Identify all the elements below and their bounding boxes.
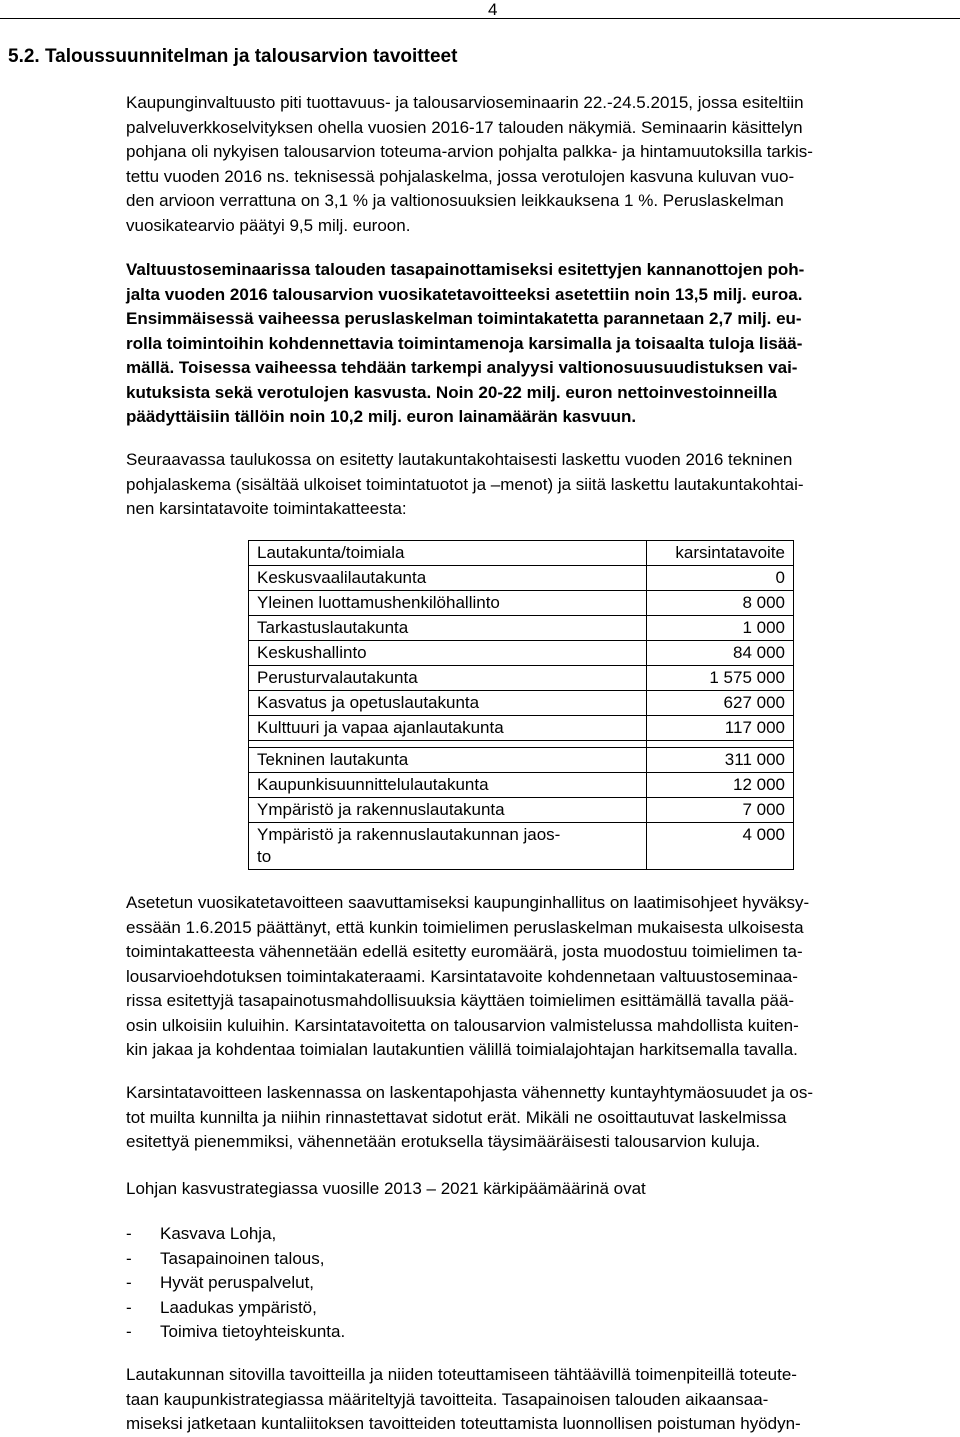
text-line: pohjalaskema (sisältää ulkoiset toimintatuotot ja –menot) ja siitä laskettu lautakuntakohtai- xyxy=(126,474,804,494)
target-cell: 627 000 xyxy=(647,691,794,716)
text-line: den arvioon verrattuna on 3,1 % ja valtionosuuksien leikkauksena 1 %. Peruslaskelman xyxy=(126,191,784,210)
text-line: Asetetun vuosikatetavoitteen saavuttamiseksi kaupunginhallitus on laatimisohjeet hyväksy- xyxy=(126,893,810,912)
text-line: lousarvioehdotuksen toimintakateraami. Karsintatavoite kohdennetaan valtuustoseminaa- xyxy=(126,966,798,986)
guidelines-paragraph xyxy=(126,891,956,1063)
list-item: - Tasapainoinen talous, xyxy=(126,1247,345,1272)
text-line: jalta vuoden 2016 talousarvion vuosikatetavoitteeksi asetettiin noin 13,5 milj. euroa. xyxy=(126,284,803,304)
table-row xyxy=(249,823,794,870)
page-number: 4 xyxy=(488,0,498,19)
column-header-target: karsintatavoite xyxy=(647,541,794,566)
target-cell: 7 000 xyxy=(647,798,794,823)
unit-cell: Ympäristö ja rakennuslautakunta xyxy=(249,798,647,823)
text-line: pohjana oli nykyisen talousarvion toteuma-arvion pohjalta palkka- ja hintamuutoksilla tarkis- xyxy=(126,142,813,161)
text-line: miseksi jatketaan kuntaliitoksen tavoitteiden toteuttamista luonnollisen poistuman hyödyn- xyxy=(126,1414,801,1433)
text-line: rolla toimintoihin kohdennettavia toimintamenoja karsimalla ja toisaalta tuloja lisää- xyxy=(126,333,803,353)
text-line: Lautakunnan sitovilla tavoitteilla ja niiden toteuttamiseen tähtäävillä toimenpiteillä toteute- xyxy=(126,1365,797,1384)
list-item: - Laadukas ympäristö, xyxy=(126,1296,345,1321)
spacer-cell xyxy=(249,741,647,748)
target-cell: 117 000 xyxy=(647,716,794,741)
text-line: palveluverkkoselvityksen ohella vuosien 2016-17 talouden näkymiä. Seminaarin käsittelyn xyxy=(126,117,803,137)
text-line: Seuraavassa taulukossa on esitetty lautakuntakohtaisesti laskettu vuoden 2016 tekninen xyxy=(126,450,793,469)
target-cell: 0 xyxy=(647,566,794,591)
unit-cell: Kulttuuri ja vapaa ajanlautakunta xyxy=(249,716,647,741)
text-line: tot muilta kunnilta ja niihin rinnastettavat sidotut erät. Mikäli ne osoittautuvat laskelmissa xyxy=(126,1107,787,1127)
table-row xyxy=(249,773,794,798)
table-row xyxy=(249,616,794,641)
unit-cell: Perusturvalautakunta xyxy=(249,666,647,691)
target-cell: 12 000 xyxy=(647,773,794,798)
list-item: - Hyvät peruspalvelut, xyxy=(126,1271,345,1296)
text-line: osin ulkoisiin kuluihin. Karsintatavoitetta on talousarvion valmistelussa mahdollista kuiten- xyxy=(126,1015,799,1035)
table-row xyxy=(249,641,794,666)
text-line: mällä. Toisessa vaiheessa tehdään tarkempi analyysi valtionosuusuudistuksen vai- xyxy=(126,358,798,377)
table-row xyxy=(249,666,794,691)
table-header-row xyxy=(249,541,794,566)
text-line: kin jakaa ja kohdentaa toimialan lautakuntien välillä toimialajohtajan harkitsemalla tavalla. xyxy=(126,1040,798,1059)
unit-cell xyxy=(249,823,647,870)
column-header-unit: Lautakunta/toimiala xyxy=(249,541,647,566)
target-cell: 1 000 xyxy=(647,616,794,641)
unit-cell: Keskushallinto xyxy=(249,641,647,666)
text-line: nen karsintatavoite toimintakatteesta: xyxy=(126,499,407,518)
unit-cell: Keskusvaalilautakunta xyxy=(249,566,647,591)
text-line: taan kaupunkistrategiassa määriteltyjä tavoitteita. Tasapainoisen talouden aikaansaa- xyxy=(126,1389,769,1409)
target-cell: 84 000 xyxy=(647,641,794,666)
table-row xyxy=(249,748,794,773)
seminar-targets-paragraph xyxy=(126,258,956,430)
target-cell: 1 575 000 xyxy=(647,666,794,691)
text-line: kutuksista sekä verotulojen kasvusta. Noin 20-22 milj. euron nettoinvestoinneilla xyxy=(126,382,777,402)
strategy-intro-paragraph xyxy=(126,1177,956,1202)
table-spacer-row xyxy=(249,741,794,748)
calculation-basis-paragraph xyxy=(126,1081,956,1155)
text-line: esitettyä pienemmiksi, vähennetään erotuksella täysimääräisesti talousarvion kuluja. xyxy=(126,1132,761,1151)
text-line: päädyttäisiin tällöin noin 10,2 milj. euron lainamäärän kasvuun. xyxy=(126,407,637,426)
unit-cell: Kaupunkisuunnittelulautakunta xyxy=(249,773,647,798)
unit-cell: Tarkastuslautakunta xyxy=(249,616,647,641)
text-line: Lohjan kasvustrategiassa vuosille 2013 – 2021 kärkipäämäärinä ovat xyxy=(126,1179,646,1198)
unit-cell: Tekninen lautakunta xyxy=(249,748,647,773)
header-rule xyxy=(0,18,960,19)
target-cell: 311 000 xyxy=(647,748,794,773)
text-line: Ensimmäisessä vaiheessa peruslaskelman toimintakatetta parannetaan 2,7 milj. eu- xyxy=(126,309,802,328)
list-item: - Toimiva tietoyhteiskunta. xyxy=(126,1320,345,1345)
unit-cell-line: Ympäristö ja rakennuslautakunnan jaos- xyxy=(257,825,561,844)
binding-goals-paragraph xyxy=(126,1363,956,1437)
table-row xyxy=(249,716,794,741)
text-line: Kaupunginvaltuusto piti tuottavuus- ja talousarvioseminaarin 22.-24.5.2015, jossa esiteltiin xyxy=(126,93,804,112)
section-heading: 5.2. Taloussuunnitelman ja talousarvion tavoitteet xyxy=(8,46,458,67)
text-line: Valtuustoseminaarissa talouden tasapainottamiseksi esitettyjen kannanottojen poh- xyxy=(126,260,805,279)
text-line: tettu vuoden 2016 ns. teknisessä pohjalaskelma, jossa verotulojen kasvuna kuluvan vuo- xyxy=(126,166,795,186)
table-row xyxy=(249,691,794,716)
savings-target-table xyxy=(248,540,794,870)
target-cell: 8 000 xyxy=(647,591,794,616)
unit-cell-line: to xyxy=(257,847,272,866)
spacer-cell xyxy=(647,741,794,748)
target-cell: 4 000 xyxy=(647,823,794,870)
unit-cell: Kasvatus ja opetuslautakunta xyxy=(249,691,647,716)
table-row xyxy=(249,591,794,616)
text-line: vuosikatearvio päätyi 9,5 milj. euroon. xyxy=(126,215,411,235)
table-row xyxy=(249,798,794,823)
strategy-goals-list xyxy=(126,1222,345,1345)
list-item: - Kasvava Lohja, xyxy=(126,1222,345,1247)
text-line: essään 1.6.2015 päättänyt, että kunkin toimielimen peruslaskelman mukaisesta ulkoisesta xyxy=(126,917,804,937)
intro-paragraph xyxy=(126,91,956,238)
text-line: toimintakatteesta vähennetään edellä esitetty euromäärä, josta muodostuu toimielimen ta- xyxy=(126,942,803,961)
text-line: rissa esitettyjä tasapainotusmahdollisuuksia käyttäen toimielimen esittämällä tavalla pää- xyxy=(126,991,795,1010)
unit-cell: Yleinen luottamushenkilöhallinto xyxy=(249,591,647,616)
table-row xyxy=(249,566,794,591)
table-intro-paragraph xyxy=(126,448,956,522)
text-line: Karsintatavoitteen laskennassa on laskentapohjasta vähennetty kuntayhtymäosuudet ja os- xyxy=(126,1083,814,1102)
